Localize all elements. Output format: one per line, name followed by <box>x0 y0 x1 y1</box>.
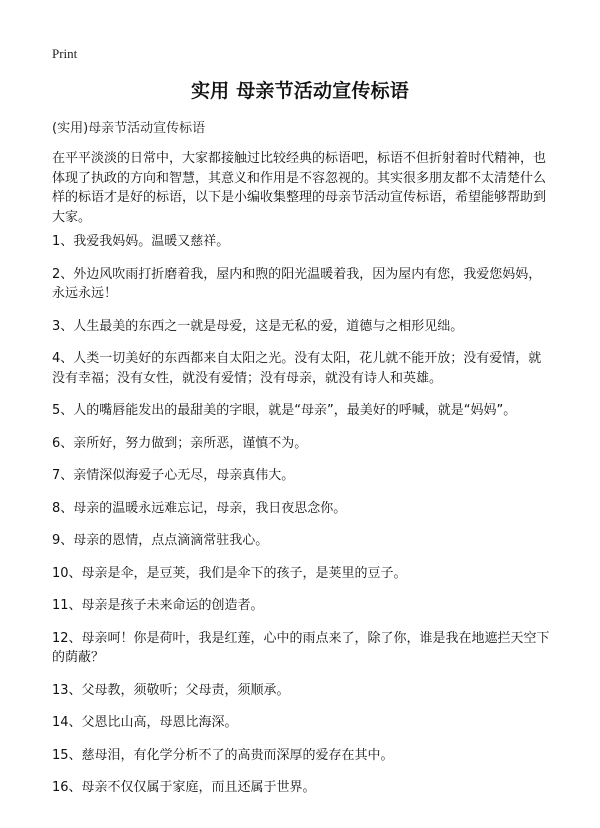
slogan-item: 9、母亲的恩情，点点滴滴常驻我心。 <box>52 533 269 548</box>
slogan-item: 4、人类一切美好的东西都来自太阳之光。没有太阳，花儿就不能开放；没有爱情，就没有幸福；没有女性，就没有爱情；没有母亲，就没有诗人和英雄。 <box>52 351 542 386</box>
slogan-item: 16、母亲不仅仅属于家庭，而且还属于世界。 <box>52 780 316 795</box>
slogan-item: 6、亲所好，努力做到；亲所恶，谨慎不为。 <box>52 435 308 451</box>
slogan-item: 3、人生最美的东西之一就是母爱，这是无私的爱，道德与之相形见绌。 <box>52 318 464 334</box>
slogan-item: 7、亲情深似海爱子心无尽，母亲真伟大。 <box>52 468 295 483</box>
document-title: 实用 母亲节活动宣传标语 <box>190 80 409 102</box>
slogan-item: 10、母亲是伞，是豆荚，我们是伞下的孩子，是荚里的豆子。 <box>52 565 407 581</box>
slogan-item: 2、外边风吹雨打折磨着我，屋内和煦的阳光温暖着我，因为屋内有您，我爱您妈妈，永远永远！ <box>52 266 542 301</box>
slogan-item: 12、母亲呵！你是荷叶，我是红莲，心中的雨点来了，除了你，谁是我在地遮拦天空下的荫蔽？ <box>52 630 550 665</box>
intro-paragraph: 在平平淡淡的日常中，大家都接触过比较经典的标语吧，标语不但折射着时代精神，也体现了执政的方向和智慧，其意义和作用是不容忽视的。其实很多朋友都不太清楚什么样的标语才是好的标语，以下是小编收集整理的母亲节活动宣传标语，希望能够帮助到大家。 <box>52 151 547 225</box>
slogan-item: 1、我爱我妈妈。温暖又慈祥。 <box>52 234 230 249</box>
print-label: Print <box>52 46 78 61</box>
slogan-item: 11、母亲是孩子未来命运的创造者。 <box>52 598 264 613</box>
slogan-item: 14、父恩比山高，母恩比海深。 <box>52 715 238 730</box>
slogan-item: 8、母亲的温暖永远难忘记，母亲，我日夜思念你。 <box>52 500 347 516</box>
document-subtitle: (实用)母亲节活动宣传标语 <box>52 121 206 136</box>
slogan-item: 15、慈母泪，有化学分析不了的高贵而深厚的爱存在其中。 <box>52 747 394 763</box>
slogan-item: 13、父母教，须敬听；父母责，须顺承。 <box>52 682 290 698</box>
slogan-item: 5、人的嘴唇能发出的最甜美的字眼，就是“母亲”，最美好的呼喊，就是“妈妈”。 <box>52 403 517 418</box>
slogan-list <box>52 232 552 811</box>
